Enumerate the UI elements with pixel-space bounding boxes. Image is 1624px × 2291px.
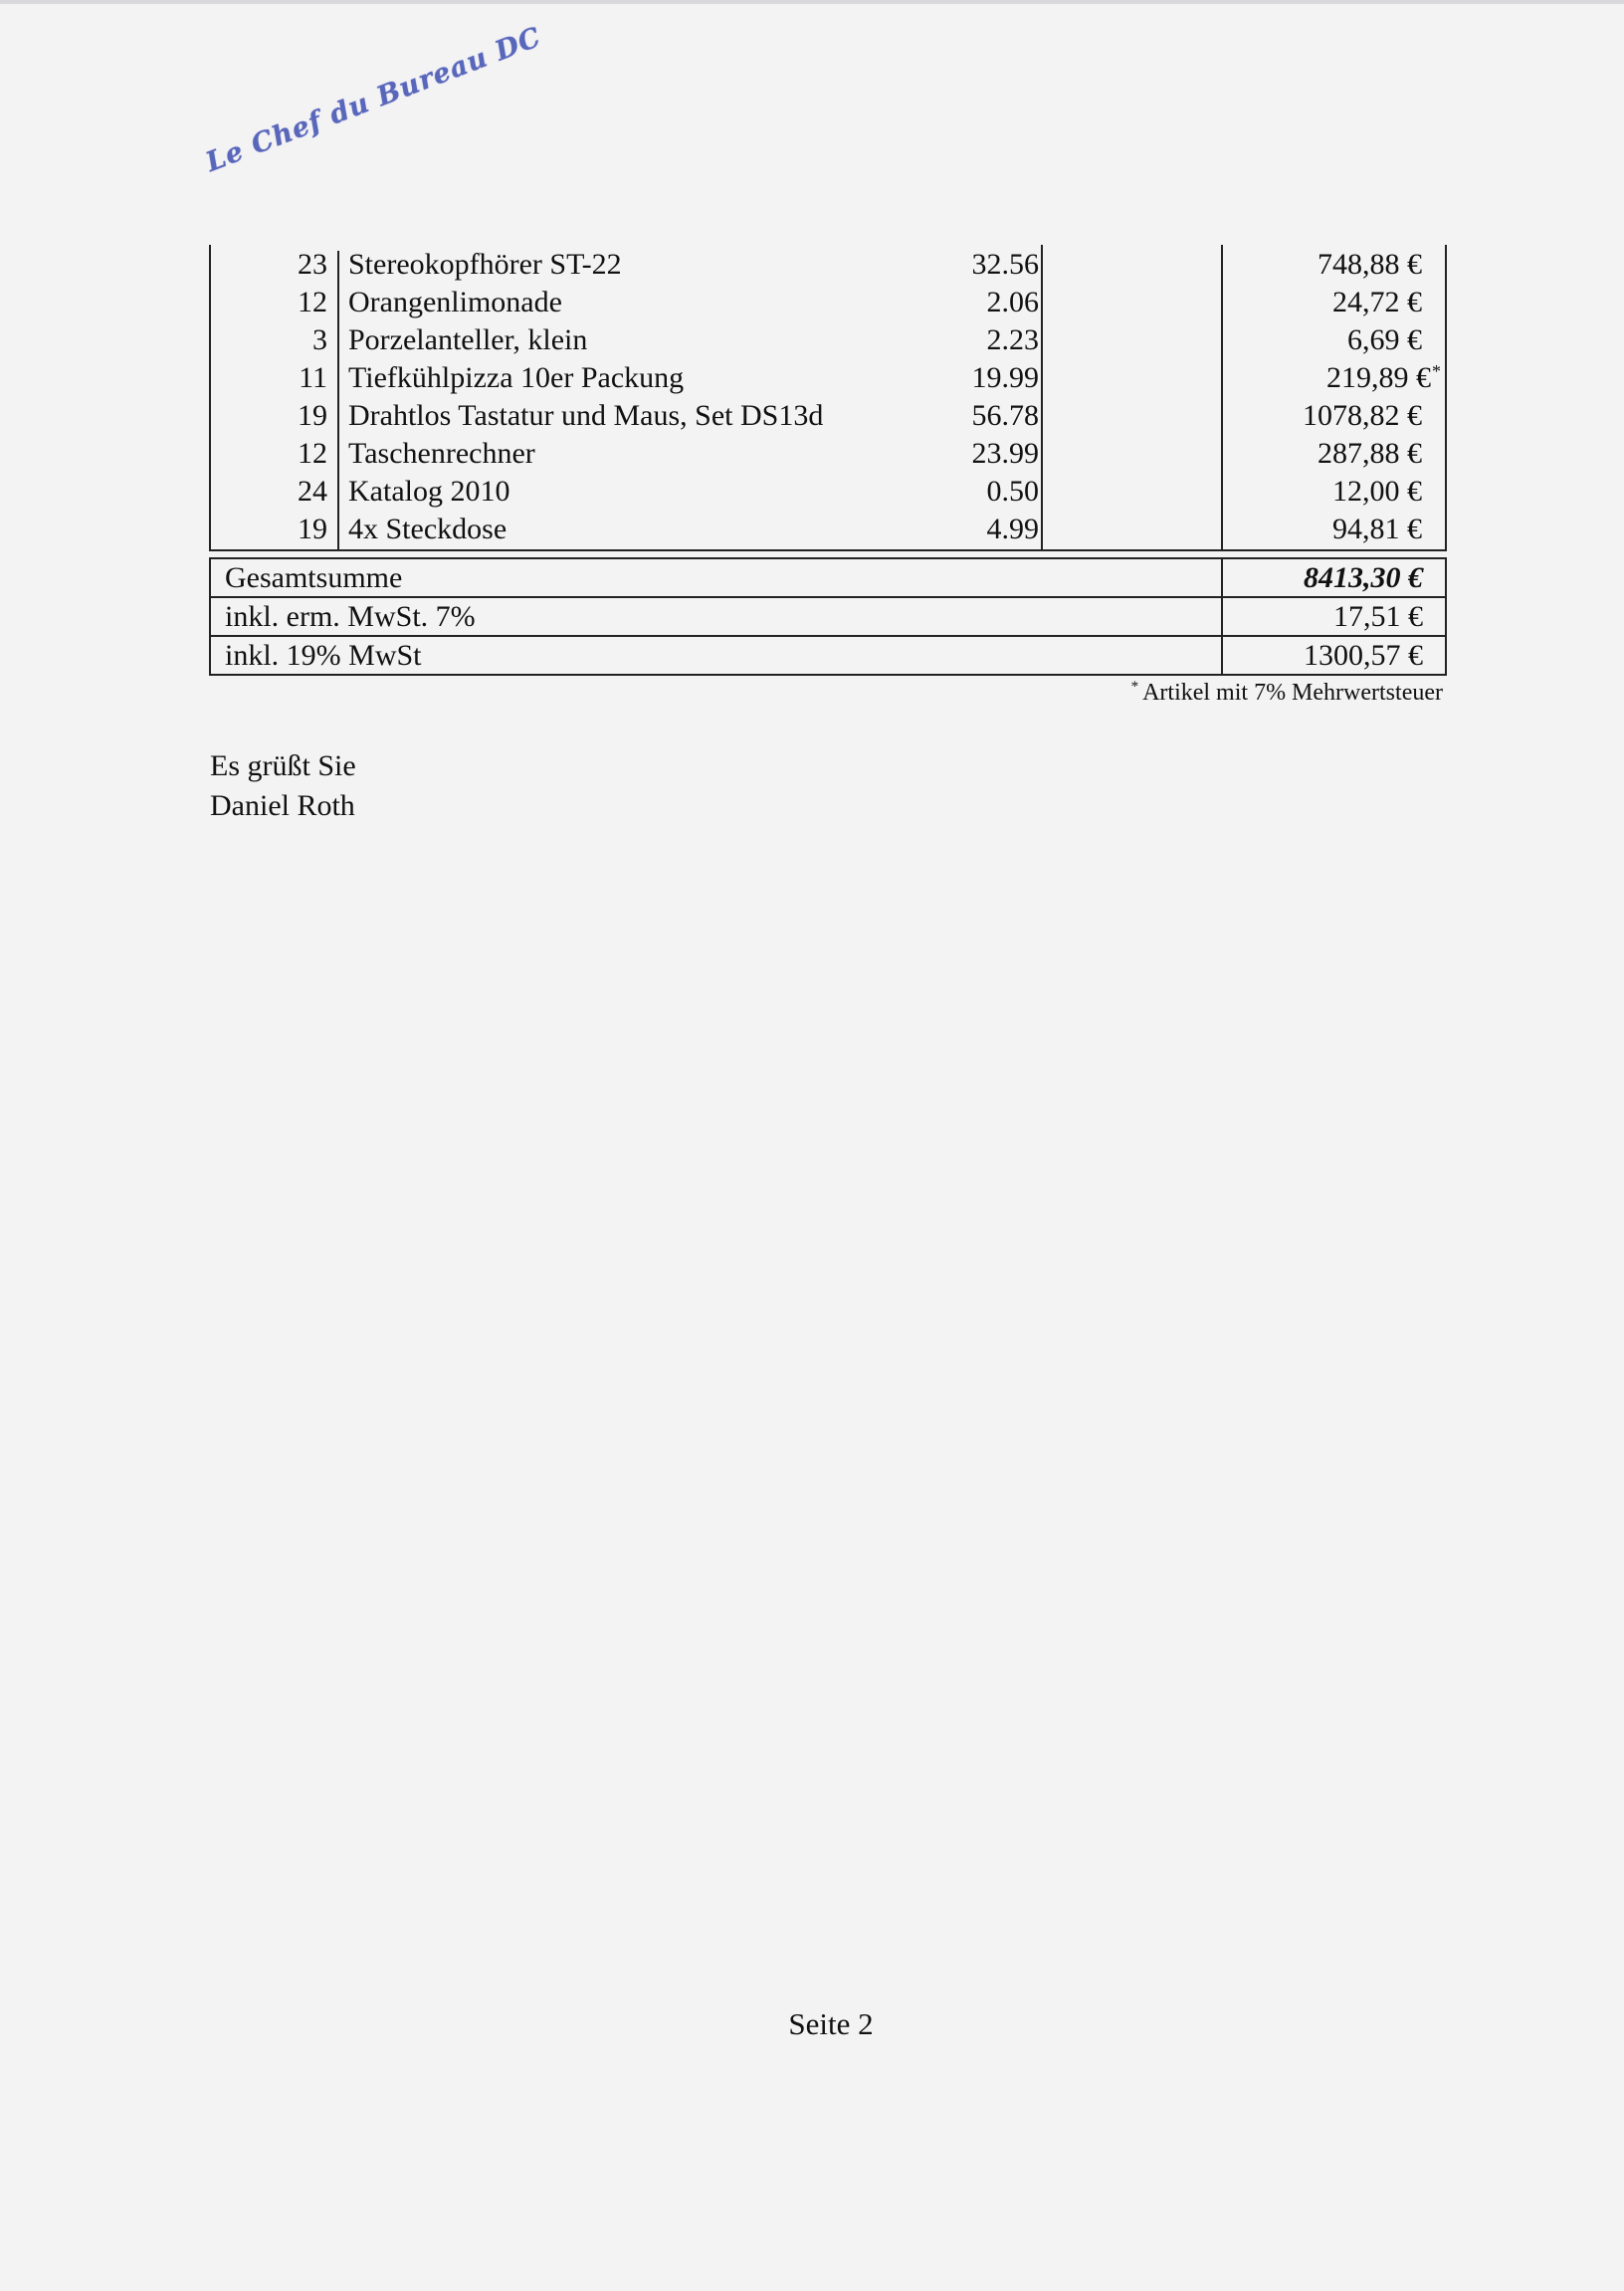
table-row xyxy=(211,473,1445,511)
table-row xyxy=(211,397,1445,435)
summary-row-total xyxy=(211,559,1445,598)
item-total xyxy=(1326,359,1441,400)
item-total-value: 287,88 € xyxy=(1318,437,1422,470)
item-quantity: 12 xyxy=(298,286,327,318)
item-unit-price: 0.50 xyxy=(986,475,1039,508)
item-quantity: 11 xyxy=(299,361,327,394)
page-edge xyxy=(0,0,1624,4)
table-row xyxy=(211,435,1445,473)
item-unit-price: 4.99 xyxy=(986,513,1039,545)
item-description: Drahtlos Tastatur und Maus, Set DS13d xyxy=(348,399,824,432)
item-total-value: 94,81 € xyxy=(1332,513,1422,545)
items-table xyxy=(209,245,1447,551)
summary-label: inkl. erm. MwSt. 7% xyxy=(225,600,476,633)
item-total xyxy=(1332,473,1423,514)
item-total-value: 1078,82 € xyxy=(1303,399,1422,432)
summary-divider xyxy=(1221,637,1223,674)
item-description: Stereokopfhörer ST-22 xyxy=(348,248,622,281)
item-total xyxy=(1303,397,1423,438)
item-description: Orangenlimonade xyxy=(348,286,562,318)
closing-block xyxy=(210,746,356,826)
item-description: Taschenrechner xyxy=(348,437,535,470)
item-quantity: 24 xyxy=(298,475,327,508)
item-unit-price: 23.99 xyxy=(971,437,1039,470)
table-row xyxy=(211,359,1445,397)
item-total xyxy=(1347,321,1423,362)
item-total-value: 6,69 € xyxy=(1347,323,1422,356)
item-description: 4x Steckdose xyxy=(348,513,508,545)
summary-table xyxy=(209,557,1447,676)
item-total xyxy=(1332,511,1423,551)
item-total-value: 12,00 € xyxy=(1332,475,1422,508)
item-quantity: 19 xyxy=(298,399,327,432)
item-quantity: 23 xyxy=(298,248,327,281)
signer-name: Daniel Roth xyxy=(210,789,355,822)
table-row xyxy=(211,284,1445,321)
summary-label: inkl. 19% MwSt xyxy=(225,639,422,672)
footnote-marker: * xyxy=(1130,679,1139,695)
item-quantity: 3 xyxy=(312,323,327,356)
reduced-vat-value: 17,51 € xyxy=(1333,600,1423,633)
item-total xyxy=(1318,435,1423,476)
summary-row-standard-vat xyxy=(211,637,1445,674)
item-description: Katalog 2010 xyxy=(348,475,510,508)
vat-marker: * xyxy=(1432,361,1441,381)
item-quantity: 12 xyxy=(298,437,327,470)
item-unit-price: 2.23 xyxy=(986,323,1039,356)
item-total xyxy=(1332,284,1423,324)
item-total-value: 24,72 € xyxy=(1332,286,1422,318)
closing-greeting: Es grüßt Sie xyxy=(210,749,356,782)
summary-divider xyxy=(1221,598,1223,635)
item-total-value: 219,89 € xyxy=(1326,361,1431,394)
footnote-text: Artikel mit 7% Mehrwertsteuer xyxy=(1142,680,1443,706)
item-total xyxy=(1318,246,1423,287)
standard-vat-value: 1300,57 € xyxy=(1304,639,1423,672)
page-number: Seite 2 xyxy=(788,2006,874,2041)
grand-total-value: 8413,30 € xyxy=(1304,561,1423,594)
item-total-value: 748,88 € xyxy=(1318,248,1422,281)
item-unit-price: 56.78 xyxy=(971,399,1039,432)
summary-label: Gesamtsumme xyxy=(225,561,403,594)
table-row xyxy=(211,511,1445,548)
company-stamp: Le Chef du Bureau DC xyxy=(201,21,546,178)
item-description: Porzelanteller, klein xyxy=(348,323,588,356)
summary-row-reduced-vat xyxy=(211,598,1445,637)
item-description: Tiefkühlpizza 10er Packung xyxy=(348,361,685,394)
item-quantity: 19 xyxy=(298,513,327,545)
item-unit-price: 2.06 xyxy=(986,286,1039,318)
table-row xyxy=(211,321,1445,359)
item-unit-price: 32.56 xyxy=(971,248,1039,281)
vat-footnote xyxy=(1131,679,1443,707)
item-unit-price: 19.99 xyxy=(971,361,1039,394)
table-row xyxy=(211,246,1445,284)
summary-divider xyxy=(1221,559,1223,596)
